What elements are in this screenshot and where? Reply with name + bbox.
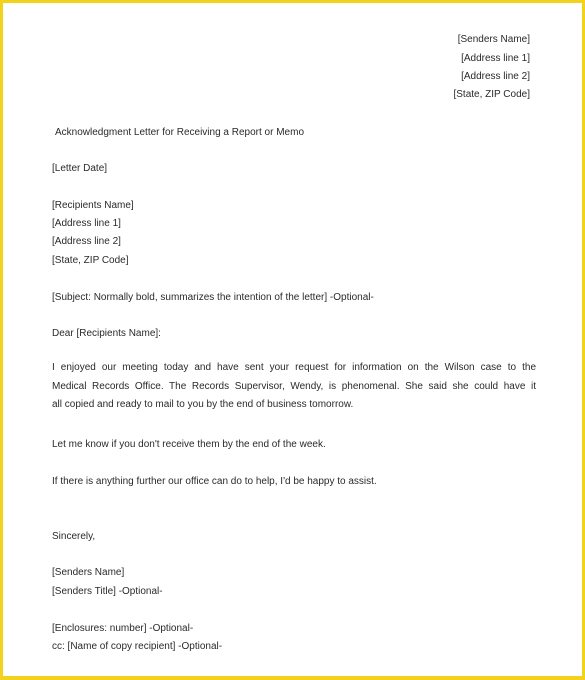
body-paragraph-1-line-1: I enjoyed our meeting today and have sent your request for information on the Wilson case to the [52, 362, 536, 373]
body-paragraph-1 [52, 359, 536, 415]
body-paragraph-1-line-3: all copied and ready to mail to you by the end of business tomorrow. [52, 399, 354, 410]
recipient-name: [Recipients Name] [52, 200, 134, 211]
closing: Sincerely, [52, 531, 96, 542]
signature-name: [Senders Name] [52, 567, 125, 578]
cc-line: cc: [Name of copy recipient] -Optional- [52, 641, 223, 652]
body-paragraph-1-line-2: Medical Records Office. The Records Supervisor, Wendy, is phenomenal. She said she could have it [52, 380, 536, 392]
recipient-address-line-1: [Address line 1] [52, 218, 121, 229]
sender-address-line-2: [Address line 2] [461, 71, 530, 82]
salutation: Dear [Recipients Name]: [52, 328, 161, 339]
sender-state-zip: [State, ZIP Code] [453, 89, 530, 100]
recipient-address-line-2: [Address line 2] [52, 236, 121, 247]
letter-title: Acknowledgment Letter for Receiving a Report or Memo [55, 127, 305, 138]
enclosures-line: [Enclosures: number] -Optional- [52, 623, 194, 634]
letter-date: [Letter Date] [52, 163, 108, 174]
body-paragraph-3: If there is anything further our office can do to help, I'd be happy to assist. [52, 476, 377, 487]
recipient-state-zip: [State, ZIP Code] [52, 255, 129, 266]
signature-title: [Senders Title] -Optional- [52, 586, 163, 597]
body-paragraph-2: Let me know if you don't receive them by the end of the week. [52, 439, 326, 450]
sender-address-line-1: [Address line 1] [461, 53, 530, 64]
sender-name: [Senders Name] [457, 34, 530, 45]
subject-line: [Subject: Normally bold, summarizes the intention of the letter] -Optional- [52, 292, 374, 303]
